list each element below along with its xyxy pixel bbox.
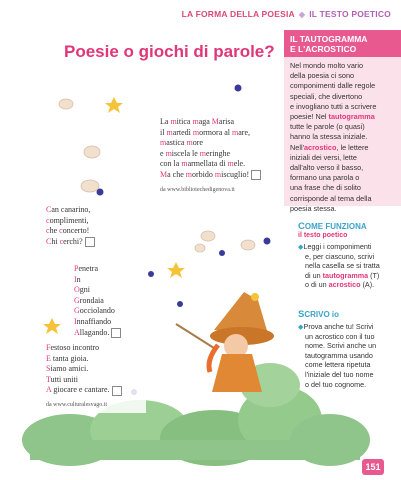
poem-tautogram-m: La mitica maga Marisa il martedì mormora al mare, mastica more e miscela le meringhe con la marmellata di mele. Ma che morbido miscuglio! da www.bibliotechedigenova.it bbox=[158, 115, 274, 197]
page-number: 151 bbox=[362, 459, 384, 475]
answer-checkbox[interactable] bbox=[251, 170, 261, 180]
info-box-text: Nel mondo molto vario della poesia ci sono componimenti dalle regole speciali, che divertono e invogliano tutti a scrivere poesie! Nel tautogramma tutte le parole (o quasi) hanno la stessa iniziale. Nell'acrostico, le lettere iniziali dei versi, lette dall'alto verso il basso, formano una parola o una frase che di solito corrisponde al tema della poesia stessa. bbox=[290, 61, 377, 213]
source-credit: da www.culturalesvago.it bbox=[46, 401, 108, 408]
diamond-icon: ◆ bbox=[298, 9, 306, 19]
page-title: Poesie o giochi di parole? bbox=[64, 42, 275, 61]
section-header bbox=[182, 9, 391, 19]
scrivo-io-text: ◆Prova anche tu! Scrivi un acrostico con il tuo nome. Scrivi anche un tautogramma usando come lettera ripetuta l'iniziale del tuo nome o del tuo cognome. bbox=[298, 322, 377, 389]
come-funziona-subtitle: il testo poetico bbox=[298, 232, 348, 239]
source-credit: da www.bibliotechedigenova.it bbox=[160, 186, 235, 193]
scrivo-io-box bbox=[298, 309, 398, 389]
poem-acrostic-festa: Festoso incontro E tanta gioia. Siamo amici. Tutti uniti A giocare e cantare. da www.culturalesvago.it bbox=[44, 341, 146, 413]
diamond-icon: ◆ bbox=[298, 242, 304, 251]
come-funziona-text: ◆Leggi i componimenti e, per ciascuno, scrivi nella casella se si tratta di un tautogramma (T) o di un acrostico (A). bbox=[298, 242, 380, 290]
scrivo-io-title: SCRIVO io bbox=[298, 309, 340, 320]
come-funziona-box bbox=[298, 221, 398, 290]
diamond-icon: ◆ bbox=[298, 322, 304, 331]
come-funziona-title: COME FUNZIONA bbox=[298, 221, 367, 232]
answer-checkbox[interactable] bbox=[85, 237, 95, 247]
poem-tautogram-c: Can canarino, complimenti, che concerto! Chi cerchi? bbox=[44, 203, 118, 249]
info-box bbox=[284, 30, 401, 213]
poem-acrostic-pioggia: Penetra In Ogni Grondaia Gocciolando Innaffiando Allagando. bbox=[72, 262, 138, 340]
header-left: LA FORMA DELLA POESIA bbox=[181, 9, 295, 19]
header-right: IL TESTO POETICO bbox=[309, 9, 391, 19]
answer-checkbox[interactable] bbox=[112, 386, 122, 396]
answer-checkbox[interactable] bbox=[111, 328, 121, 338]
info-box-title: IL TAUTOGRAMMA E L'ACROSTICO bbox=[284, 30, 401, 57]
